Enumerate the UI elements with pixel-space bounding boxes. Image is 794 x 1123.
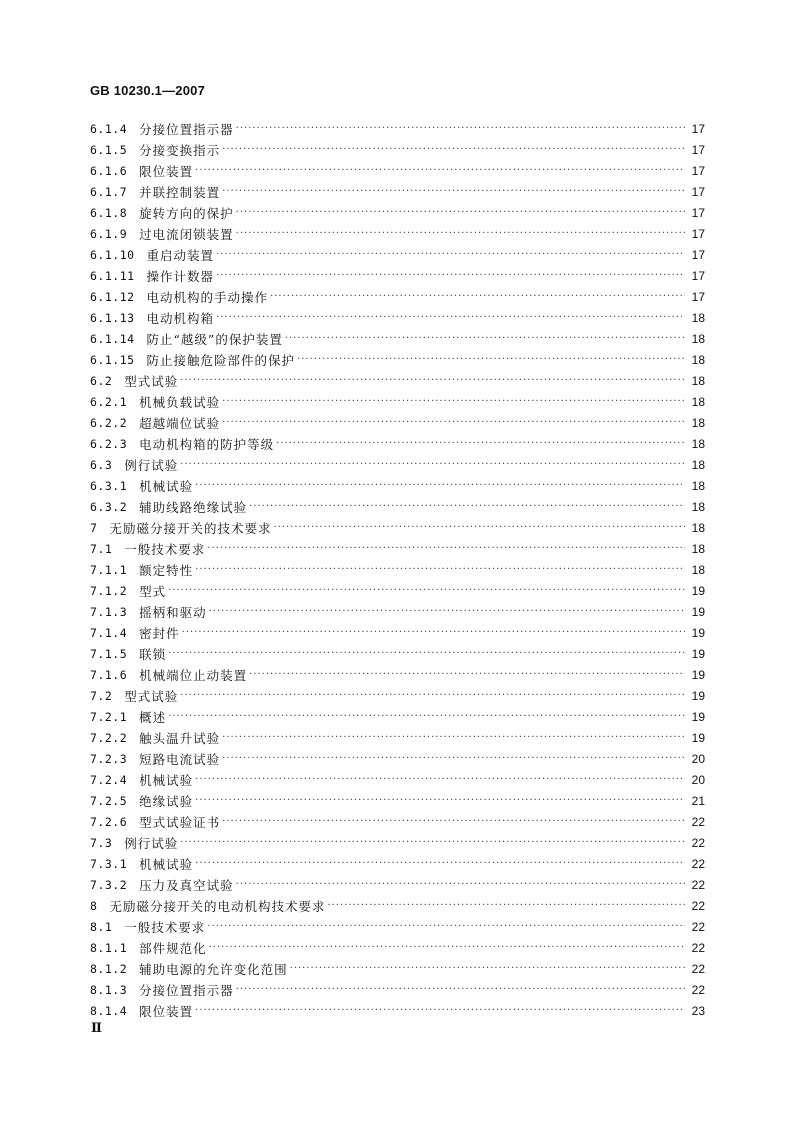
toc-entry-title: 电动机构箱 — [146, 310, 215, 326]
toc-entry-title: 并联控制装置 — [139, 184, 221, 200]
toc-entry[interactable] — [90, 622, 705, 643]
toc-entry-number: 8.1 — [90, 919, 113, 934]
toc-entry-page: 19 — [691, 667, 705, 682]
toc-entry-title: 操作计数器 — [146, 268, 215, 284]
toc-entry-page: 22 — [691, 856, 705, 871]
toc-dot-leader — [209, 606, 685, 617]
toc-entry[interactable] — [90, 769, 705, 790]
toc-entry[interactable] — [90, 958, 705, 979]
toc-entry[interactable] — [90, 160, 705, 181]
toc-entry-page: 18 — [691, 520, 705, 535]
toc-entry[interactable] — [90, 538, 705, 559]
toc-entry-number: 8 — [90, 898, 98, 913]
toc-entry-page: 22 — [691, 835, 705, 850]
toc-entry[interactable] — [90, 811, 705, 832]
toc-entry[interactable] — [90, 391, 705, 412]
toc-entry[interactable] — [90, 286, 705, 307]
toc-dot-leader — [236, 879, 685, 890]
toc-entry[interactable] — [90, 496, 705, 517]
toc-dot-leader — [297, 354, 685, 365]
toc-entry-title: 型式试验 — [124, 688, 179, 704]
toc-entry[interactable] — [90, 706, 705, 727]
toc-dot-leader — [249, 669, 685, 680]
toc-entry-number: 7.3.1 — [90, 856, 128, 871]
toc-dot-leader — [180, 837, 685, 848]
toc-entry-number: 6.1.12 — [90, 289, 135, 304]
toc-entry-title: 例行试验 — [124, 457, 179, 473]
toc-entry-page: 22 — [691, 982, 705, 997]
toc-entry-page: 17 — [691, 163, 705, 178]
toc-dot-leader — [327, 900, 685, 911]
toc-entry-title: 型式试验 — [124, 373, 179, 389]
toc-dot-leader — [216, 249, 685, 260]
toc-entry-page: 17 — [691, 247, 705, 262]
toc-entry-number: 7.2.3 — [90, 751, 128, 766]
toc-dot-leader — [222, 396, 685, 407]
toc-entry[interactable] — [90, 559, 705, 580]
toc-entry-number: 8.1.3 — [90, 982, 128, 997]
toc-dot-leader — [209, 942, 685, 953]
toc-entry-page: 18 — [691, 373, 705, 388]
toc-dot-leader — [195, 858, 685, 869]
toc-dot-leader — [222, 144, 685, 155]
toc-entry-number: 7.1.4 — [90, 625, 128, 640]
toc-entry[interactable] — [90, 139, 705, 160]
toc-entry-title: 机械试验 — [139, 772, 194, 788]
toc-entry-number: 7.3 — [90, 835, 113, 850]
toc-dot-leader — [236, 207, 685, 218]
toc-entry-title: 概述 — [139, 709, 167, 725]
toc-entry[interactable] — [90, 202, 705, 223]
toc-dot-leader — [195, 480, 685, 491]
toc-dot-leader — [195, 774, 685, 785]
toc-entry-title: 绝缘试验 — [139, 793, 194, 809]
toc-dot-leader — [249, 501, 685, 512]
toc-entry-number: 6.1.6 — [90, 163, 128, 178]
toc-entry-page: 18 — [691, 562, 705, 577]
toc-dot-leader — [273, 522, 685, 533]
toc-dot-leader — [236, 984, 685, 995]
toc-entry-title: 分接位置指示器 — [139, 982, 234, 998]
toc-entry[interactable] — [90, 307, 705, 328]
toc-entry-number: 8.1.1 — [90, 940, 128, 955]
toc-entry-number: 6.3.1 — [90, 478, 128, 493]
toc-entry-page: 20 — [691, 751, 705, 766]
toc-entry-number: 6.3.2 — [90, 499, 128, 514]
toc-entry-number: 7.1.2 — [90, 583, 128, 598]
page-number: Ⅱ — [91, 1020, 102, 1035]
toc-entry-page: 21 — [691, 793, 705, 808]
toc-entry-number: 8.1.4 — [90, 1003, 128, 1018]
toc-entry[interactable] — [90, 244, 705, 265]
toc-entry[interactable] — [90, 370, 705, 391]
toc-entry-number: 6.1.14 — [90, 331, 135, 346]
toc-entry[interactable] — [90, 328, 705, 349]
toc-dot-leader — [180, 459, 685, 470]
toc-entry-title: 型式试验证书 — [139, 814, 221, 830]
toc-entry-page: 22 — [691, 961, 705, 976]
toc-entry-number: 8.1.2 — [90, 961, 128, 976]
toc-dot-leader — [236, 123, 685, 134]
toc-entry-page: 18 — [691, 310, 705, 325]
toc-entry-title: 例行试验 — [124, 835, 179, 851]
toc-entry-number: 7.1.6 — [90, 667, 128, 682]
toc-entry-page: 22 — [691, 898, 705, 913]
toc-entry[interactable] — [90, 349, 705, 370]
toc-dot-leader — [168, 585, 685, 596]
toc-entry-title: 部件规范化 — [139, 940, 207, 956]
toc-entry-page: 20 — [691, 772, 705, 787]
toc-entry-page: 22 — [691, 814, 705, 829]
toc-entry-page: 18 — [691, 394, 705, 409]
toc-entry-page: 22 — [691, 940, 705, 955]
toc-entry-page: 23 — [691, 1003, 705, 1018]
toc-entry-number: 6.1.13 — [90, 310, 135, 325]
toc-entry-number: 6.1.5 — [90, 142, 128, 157]
toc-entry-title: 机械试验 — [139, 856, 194, 872]
toc-entry-title: 电动机构箱的防护等级 — [139, 436, 275, 452]
toc-entry-title: 辅助线路绝缘试验 — [139, 499, 248, 515]
toc-entry[interactable] — [90, 580, 705, 601]
toc-entry-title: 限位装置 — [139, 1003, 194, 1019]
toc-entry-title: 旋转方向的保护 — [139, 205, 234, 221]
toc-entry-number: 7 — [90, 520, 98, 535]
toc-entry-page: 18 — [691, 352, 705, 367]
toc-entry-title: 无励磁分接开关的电动机构技术要求 — [109, 898, 326, 914]
toc-dot-leader — [216, 270, 685, 281]
toc-entry-page: 22 — [691, 877, 705, 892]
toc-entry-number: 7.2.1 — [90, 709, 128, 724]
toc-entry-page: 22 — [691, 919, 705, 934]
toc-dot-leader — [195, 1005, 685, 1016]
toc-entry-title: 机械端位止动装置 — [139, 667, 248, 683]
toc-entry-page: 17 — [691, 289, 705, 304]
toc-entry-number: 7.1.3 — [90, 604, 128, 619]
toc-entry-title: 辅助电源的允许变化范围 — [139, 961, 288, 977]
toc-entry-title: 机械试验 — [139, 478, 194, 494]
toc-entry[interactable] — [90, 265, 705, 286]
toc-entry[interactable] — [90, 601, 705, 622]
toc-entry-number: 7.2.6 — [90, 814, 128, 829]
toc-entry-number: 6.2.3 — [90, 436, 128, 451]
toc-entry[interactable] — [90, 433, 705, 454]
toc-entry[interactable] — [90, 916, 705, 937]
toc-dot-leader — [236, 228, 685, 239]
toc-dot-leader — [195, 165, 685, 176]
toc-entry-page: 19 — [691, 646, 705, 661]
toc-entry[interactable] — [90, 223, 705, 244]
toc-entry-number: 7.1.1 — [90, 562, 128, 577]
toc-entry-title: 联锁 — [139, 646, 167, 662]
toc-entry-title: 短路电流试验 — [139, 751, 221, 767]
toc-dot-leader — [276, 438, 685, 449]
toc-entry-page: 18 — [691, 541, 705, 556]
toc-entry-number: 7.1.5 — [90, 646, 128, 661]
toc-entry-number: 6.1.10 — [90, 247, 135, 262]
toc-entry-page: 19 — [691, 625, 705, 640]
toc-entry-title: 一般技术要求 — [124, 541, 206, 557]
toc-dot-leader — [222, 753, 685, 764]
toc-dot-leader — [222, 816, 685, 827]
toc-dot-leader — [290, 963, 685, 974]
toc-entry[interactable] — [90, 412, 705, 433]
toc-entry-page: 17 — [691, 121, 705, 136]
toc-entry-page: 17 — [691, 184, 705, 199]
toc-entry-page: 19 — [691, 730, 705, 745]
toc-entry[interactable] — [90, 454, 705, 475]
toc-entry[interactable] — [90, 643, 705, 664]
toc-entry-title: 触头温升试验 — [139, 730, 221, 746]
toc-dot-leader — [285, 333, 685, 344]
toc-entry-page: 19 — [691, 604, 705, 619]
toc-entry-title: 超越端位试验 — [139, 415, 221, 431]
toc-entry-number: 6.3 — [90, 457, 113, 472]
toc-entry-number: 6.2.1 — [90, 394, 128, 409]
toc-dot-leader — [180, 375, 685, 386]
toc-entry-number: 7.2 — [90, 688, 113, 703]
toc-entry-number: 7.1 — [90, 541, 113, 556]
toc-dot-leader — [270, 291, 685, 302]
toc-entry-page: 18 — [691, 457, 705, 472]
toc-entry-number: 6.1.4 — [90, 121, 128, 136]
toc-entry-page: 19 — [691, 688, 705, 703]
toc-entry-page: 18 — [691, 436, 705, 451]
table-of-contents — [90, 118, 705, 1021]
toc-entry[interactable] — [90, 475, 705, 496]
toc-dot-leader — [195, 564, 685, 575]
toc-entry[interactable] — [90, 937, 705, 958]
toc-dot-leader — [168, 711, 685, 722]
toc-entry-title: 分接变换指示 — [139, 142, 221, 158]
toc-dot-leader — [207, 921, 685, 932]
toc-entry[interactable] — [90, 181, 705, 202]
toc-entry-page: 19 — [691, 583, 705, 598]
toc-entry[interactable] — [90, 118, 705, 139]
toc-dot-leader — [222, 732, 685, 743]
toc-entry-number: 6.1.11 — [90, 268, 135, 283]
toc-entry-number: 6.2.2 — [90, 415, 128, 430]
toc-entry[interactable] — [90, 748, 705, 769]
toc-entry-title: 过电流闭锁装置 — [139, 226, 234, 242]
toc-entry[interactable] — [90, 664, 705, 685]
toc-entry-number: 7.2.2 — [90, 730, 128, 745]
toc-entry[interactable] — [90, 874, 705, 895]
toc-entry[interactable] — [90, 1000, 705, 1021]
toc-dot-leader — [168, 648, 685, 659]
toc-dot-leader — [207, 543, 685, 554]
toc-dot-leader — [195, 795, 685, 806]
toc-dot-leader — [216, 312, 685, 323]
toc-entry-number: 6.2 — [90, 373, 113, 388]
toc-entry-title: 防止“越级”的保护装置 — [146, 331, 283, 347]
toc-entry-title: 分接位置指示器 — [139, 121, 234, 137]
toc-entry[interactable] — [90, 853, 705, 874]
toc-entry-title: 压力及真空试验 — [139, 877, 234, 893]
toc-entry[interactable] — [90, 832, 705, 853]
toc-dot-leader — [182, 627, 685, 638]
toc-entry-number: 7.2.5 — [90, 793, 128, 808]
toc-entry-page: 18 — [691, 415, 705, 430]
toc-entry-title: 一般技术要求 — [124, 919, 206, 935]
toc-entry-title: 型式 — [139, 583, 167, 599]
toc-entry[interactable] — [90, 517, 705, 538]
toc-entry-number: 6.1.8 — [90, 205, 128, 220]
toc-entry-title: 无励磁分接开关的技术要求 — [109, 520, 272, 536]
toc-entry-title: 摇柄和驱动 — [139, 604, 207, 620]
toc-entry-page: 17 — [691, 205, 705, 220]
toc-entry[interactable] — [90, 790, 705, 811]
toc-entry-page: 17 — [691, 142, 705, 157]
toc-entry-title: 重启动装置 — [146, 247, 215, 263]
toc-entry-page: 17 — [691, 226, 705, 241]
toc-entry-title: 限位装置 — [139, 163, 194, 179]
toc-entry-title: 防止接触危险部件的保护 — [146, 352, 296, 368]
toc-entry[interactable] — [90, 895, 705, 916]
toc-entry-title: 电动机构的手动操作 — [146, 289, 269, 305]
toc-entry-page: 18 — [691, 478, 705, 493]
toc-entry-number: 6.1.15 — [90, 352, 135, 367]
toc-entry-page: 18 — [691, 331, 705, 346]
toc-entry[interactable] — [90, 979, 705, 1000]
toc-entry-number: 6.1.9 — [90, 226, 128, 241]
toc-entry-page: 18 — [691, 499, 705, 514]
toc-dot-leader — [222, 417, 685, 428]
toc-dot-leader — [180, 690, 685, 701]
toc-entry-title: 额定特性 — [139, 562, 194, 578]
toc-entry-page: 19 — [691, 709, 705, 724]
toc-dot-leader — [222, 186, 685, 197]
toc-entry-number: 7.2.4 — [90, 772, 128, 787]
standard-header: GB 10230.1—2007 — [90, 83, 206, 98]
toc-entry-number: 6.1.7 — [90, 184, 128, 199]
toc-entry-title: 密封件 — [139, 625, 180, 641]
toc-entry-title: 机械负载试验 — [139, 394, 221, 410]
toc-entry[interactable] — [90, 685, 705, 706]
toc-entry-page: 17 — [691, 268, 705, 283]
toc-entry-number: 7.3.2 — [90, 877, 128, 892]
toc-entry[interactable] — [90, 727, 705, 748]
